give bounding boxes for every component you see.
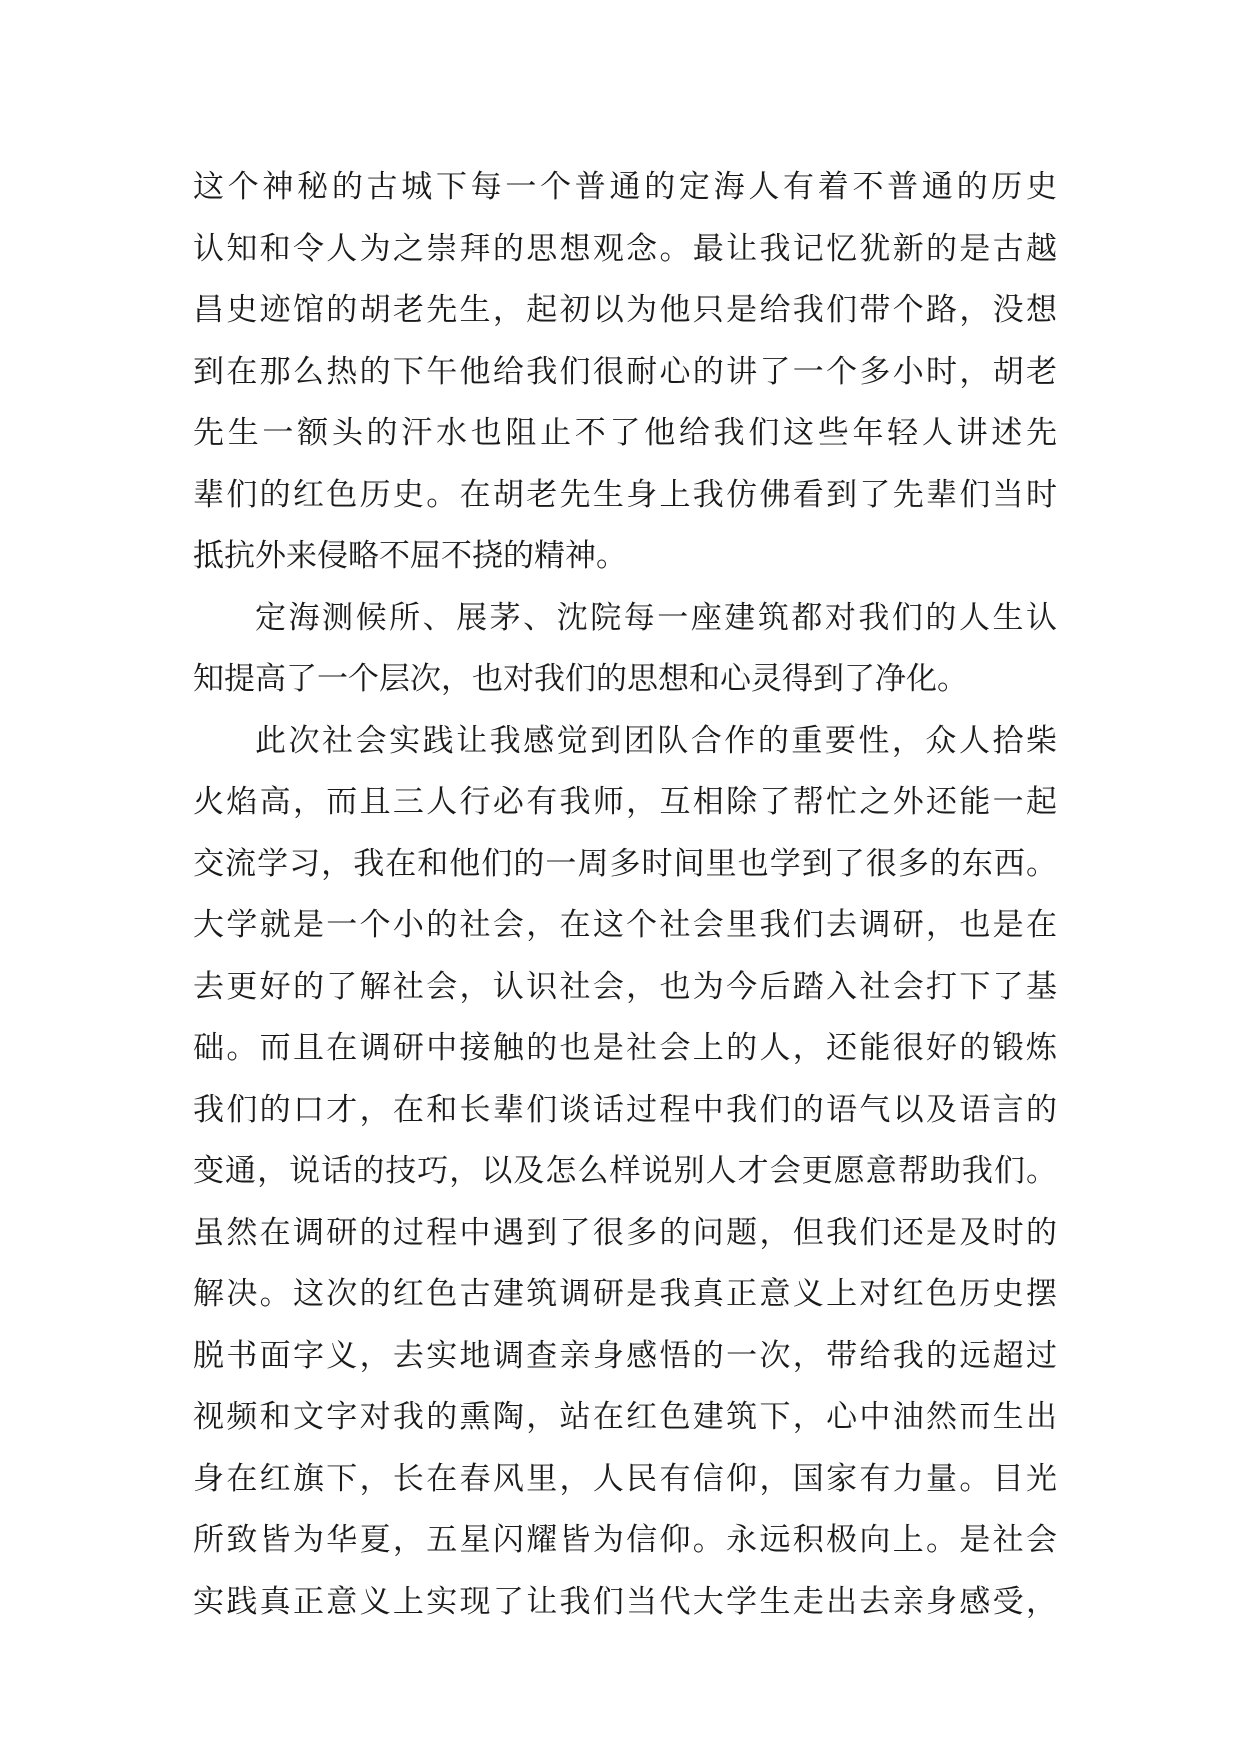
paragraph-3 [193,711,1057,1634]
paragraph-2 [193,588,1057,711]
text-line: 辈们的红色历史。在胡老先生身上我仿佛看到了先辈们当时 [193,476,1057,513]
text-line: 我们的口才，在和长辈们谈话过程中我们的语气以及语言的 [193,1091,1057,1128]
text-line: 变通，说话的技巧，以及怎么样说别人才会更愿意帮助我们。 [193,1153,1057,1189]
paragraph-1 [193,157,1057,588]
text-line: 大学就是一个小的社会，在这个社会里我们去调研，也是在 [193,907,1057,943]
text-line: 定海测候所、展茅、沈院每一座建筑都对我们的人生认 [255,599,1057,636]
text-line: 先生一额头的汗水也阻止不了他给我们这些年轻人讲述先 [193,415,1057,451]
text-line: 认知和令人为之崇拜的思想观念。最让我记忆犹新的是古越 [193,230,1057,267]
text-line: 实践真正意义上实现了让我们当代大学生走出去亲身感受， [193,1583,1057,1620]
text-line: 脱书面字义，去实地调查亲身感悟的一次，带给我的远超过 [193,1337,1057,1374]
text-line: 解决。这次的红色古建筑调研是我真正意义上对红色历史摆 [193,1276,1057,1312]
text-line: 虽然在调研的过程中遇到了很多的问题，但我们还是及时的 [193,1214,1057,1251]
text-line: 所致皆为华夏，五星闪耀皆为信仰。永远积极向上。是社会 [193,1522,1057,1558]
text-line: 础。而且在调研中接触的也是社会上的人，还能很好的锻炼 [193,1030,1057,1066]
text-line: 身在红旗下，长在春风里，人民有信仰，国家有力量。目光 [193,1460,1057,1497]
text-line: 此次社会实践让我感觉到团队合作的重要性，众人拾柴 [255,722,1057,759]
text-line: 去更好的了解社会，认识社会，也为今后踏入社会打下了基 [193,968,1057,1005]
text-line: 知提高了一个层次，也对我们的思想和心灵得到了净化。 [193,661,968,697]
text-line: 到在那么热的下午他给我们很耐心的讲了一个多小时，胡老 [193,353,1057,390]
text-line: 视频和文字对我的熏陶，站在红色建筑下，心中油然而生出 [193,1399,1057,1435]
document-body [193,157,1057,1633]
text-line: 抵抗外来侵略不屈不挠的精神。 [193,538,627,574]
text-line: 火焰高，而且三人行必有我师，互相除了帮忙之外还能一起 [193,784,1057,820]
text-line: 交流学习，我在和他们的一周多时间里也学到了很多的东西。 [193,845,1057,882]
text-line: 这个神秘的古城下每一个普通的定海人有着不普通的历史 [193,169,1057,205]
text-line: 昌史迹馆的胡老先生，起初以为他只是给我们带个路，没想 [193,292,1057,328]
